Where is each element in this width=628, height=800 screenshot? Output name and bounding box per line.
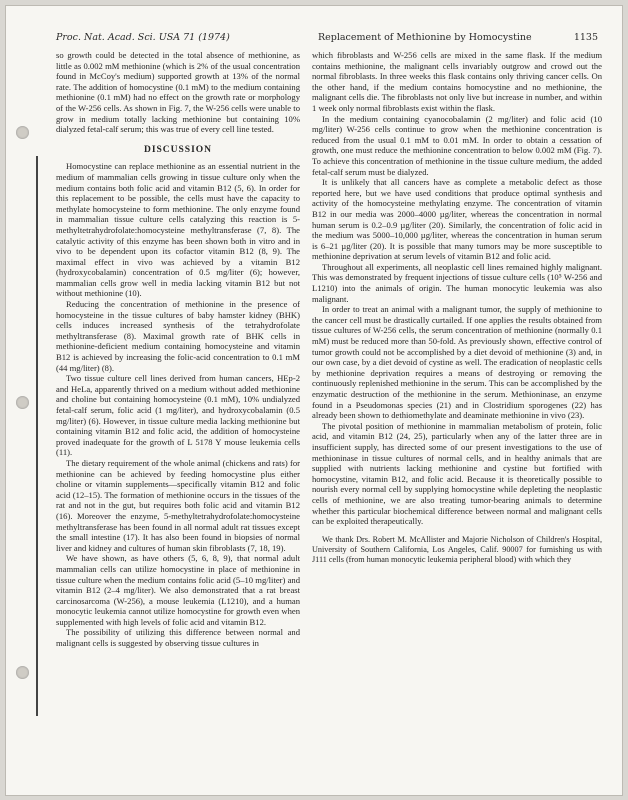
page-header (56, 32, 598, 46)
right-column (312, 50, 602, 566)
section-heading: DISCUSSION (143, 144, 213, 155)
paragraph: Throughout all experiments, all neoplastic cell lines remained highly malignant. This was demonstrated by frequent injections of tissue culture cells (10⁵ W-256 and L1210) into the animals of origin. The human monocytic leukemia was also malignant. (312, 261, 602, 304)
punch-hole (16, 126, 29, 139)
paragraph: Homocystine can replace methionine as an essential nutrient in the medium of mammalian cells growing in tissue culture only when the medium contains both folic acid and vitamin B12 (5, 6). In order for this replacement to be possible, the cells must have the capacity to methylate homocysteine to form methionine. The only enzyme found in mammalian tissue culture cells catalyzing this reaction is 5-methyltetrahydrofolate:homocysteine methyltransferase (7, 8). The catalytic activity of this enzyme has been shown both in vitro and in vivo to be dependent upon its cofactor vitamin B12 (8, 9). The maximal effect in vivo was achieved by a vitamin B12 (hydroxycobalamin) concentration of 0.5 mg/liter (6); however, mammalian cells grow well in media lacking vitamin B12 but not without methionine (10). (56, 161, 300, 299)
paragraph: which fibroblasts and W-256 cells are mixed in the same flask. If the medium contains methionine, the malignant cells invariably outgrow and crowd out the normal fibroblasts. In three weeks this flask contains only thriving cancer cells. On the other hand, if the medium contains homocystine and no methionine, the malignant cells die. The fibroblasts not only live but increase in number, and within 1 week only normal fibroblasts exist within the flask. (312, 50, 602, 113)
paragraph: Reducing the concentration of methionine in the presence of homocysteine in the tissue cultures of baby hamster kidney (BHK) cells induces increased synthesis of the tetrahydrofolate methyltransferase (8). Maximal growth rate of BHK cells in methionine-deficient medium containing homocysteine and vitamin B12 is achieved by increasing the folic-acid concentration to 0.1 mM (44 mg/liter) (8). (56, 299, 300, 373)
journal-citation: Proc. Nat. Acad. Sci. USA 71 (1974) (56, 32, 230, 43)
paragraph: The pivotal position of methionine in mammalian metabolism of protein, folic acid, and vitamin B12 (24, 25), particularly when any of the latter three are in insufficient supply, has directed some of our present investigations to the use of methioninase in tissue cultures of normal cells, and in healthy animals that are supplied with nutrients lacking methionine and cystine but fortified with homocystine, vitamin B12, and folic acid. Because it is theoretically possible to nourish every normal cell by supplying homocystine while depleting the neoplastic cells of methionine, we are also treating tumor-bearing animals to determine whether this particular biochemical difference between normal and malignant cells can be exploited therapeutically. (312, 420, 602, 527)
paragraph: The dietary requirement of the whole animal (chickens and rats) for methionine can be achieved by feeding homocystine plus either choline or vitamin supplements—specifically vitamin B12 and folic acid (12–15). The formation of methionine occurs in the tissues of the rat and not in the gut, but requires both folic acid and vitamin B12 (16). Moreover the enzyme, 5-methyltetrahydrofolate:homocysteine methyltransferase has been found in all normal adult rat tissues except the small intestine (17). It has also been found in biopsies of normal liver and kidney and cultures of human skin fibroblasts (7, 18, 19). (56, 457, 300, 553)
paragraph: We have shown, as have others (5, 6, 8, 9), that normal adult mammalian cells can utilize homocystine in place of methionine in tissue culture when the medium contains folic acid (5–10 mg/liter) and vitamin B12 (2–4 mg/liter). We also demonstrated that a rat breast carcinosarcoma (W-256), a mouse leukemia (L1210), and a human monocytic leukemia cannot utilize homocystine for growth even when supplemented with high levels of folic acid and vitamin B12. (56, 553, 300, 627)
paragraph: so growth could be detected in the total absence of methionine, as little as 0.002 mM methionine (which is 2% of the usual concentration found in McCoy's medium) supported growth at 13% of the normal rate. The addition of homocystine (0.1 mM) to the medium containing methionine (0.1 mM) had no effect on the growth rate or morphology of the W-256 cells. As shown in Fig. 7, the W-256 cells were unable to grow in medium totally lacking methionine but containing 10% dialyzed fetal-calf serum; this was true of every cell line tested. (56, 50, 300, 135)
left-column (56, 50, 300, 649)
running-title: Replacement of Methionine by Homocystine (318, 32, 532, 43)
paragraph: In order to treat an animal with a malignant tumor, the supply of methionine to the cancer cell must be drastically curtailed. If one applies the results obtained from tissue cultures of W-256 cells, the serum concentration of methionine (normally 0.1 mM) must be reduced more than 50-fold. As previously shown, effective control of tumor growth could not be accomplished by a diet devoid of methionine (3) and, in our own case, by a diet devoid of cystine as well. The eradication of neoplastic cells by methionine deprivation requires a means of destroying or removing the continuously replenished methionine in the serum. This can be accomplished by the enzymatic destruction of the methionine in the serum. Methioninase, an enzyme found in a Pseudomonas species (21) and in Clostridium sporogenes (22) has already been shown to dethiomethylate and deaminate methionine in vivo (23). (312, 304, 602, 421)
paragraph: Two tissue culture cell lines derived from human cancers, HEp-2 and HeLa, apparently thrived on a medium without added methionine and choline but containing homocysteine (0.1 mM), 10% undialyzed fetal-calf serum, folic acid (1 mg/liter), and hydroxycobalamin (0.5 mg/liter) (6). However, in tissue culture media lacking methionine but containing vitamin B12 and folic acid, the addition of homocysteine proved inadequate for the growth of L 5178 Y mouse leukemia cells (11). (56, 373, 300, 458)
paragraph: The possibility of utilizing this difference between normal and malignant cells is suggested by observing tissue cultures in (56, 627, 300, 649)
punch-hole (16, 396, 29, 409)
paragraph: It is unlikely that all cancers have as complete a metabolic defect as those reported here, but we have used conditions that produce optimal synthesis and activity of the homocysteine methylating enzyme. The concentration of vitamin B12 in our media was 2000–4000 µg/liter, whereas the concentration in normal human serum is 0.2–0.9 µg/liter (20). Similarly, the concentration of folic acid in the medium was 5000–10,000 µg/liter, whereas the concentration in human serum is 6–21 µg/liter (20). It is possible that many tumors may be more susceptible to methionine deprivation at serum levels of vitamin B12 and folic acid. (312, 177, 602, 262)
margin-rule (36, 156, 38, 716)
punch-hole (16, 666, 29, 679)
page-number: 1135 (573, 32, 598, 43)
acknowledgement: We thank Drs. Robert M. McAllister and Majorie Nicholson of Children's Hospital, University of Southern California, Los Angeles, Calif. 90007 for furnishing us with J111 cells (from human monocytic leukemia peripheral blood) with which they (312, 534, 602, 565)
journal-page (6, 6, 622, 795)
paragraph: In the medium containing cyanocobalamin (2 mg/liter) and folic acid (10 mg/liter) W-256 cells continue to grow when the methionine concentration is reduced from the usual 0.1 mM to 0.01 mM. In order to obtain a cessation of growth, one must reduce the methionine concentration to below 0.002 mM (Fig. 7). To achieve this concentration of methionine in the tissue culture medium, the added fetal-calf serum must be dialyzed. (312, 113, 602, 177)
